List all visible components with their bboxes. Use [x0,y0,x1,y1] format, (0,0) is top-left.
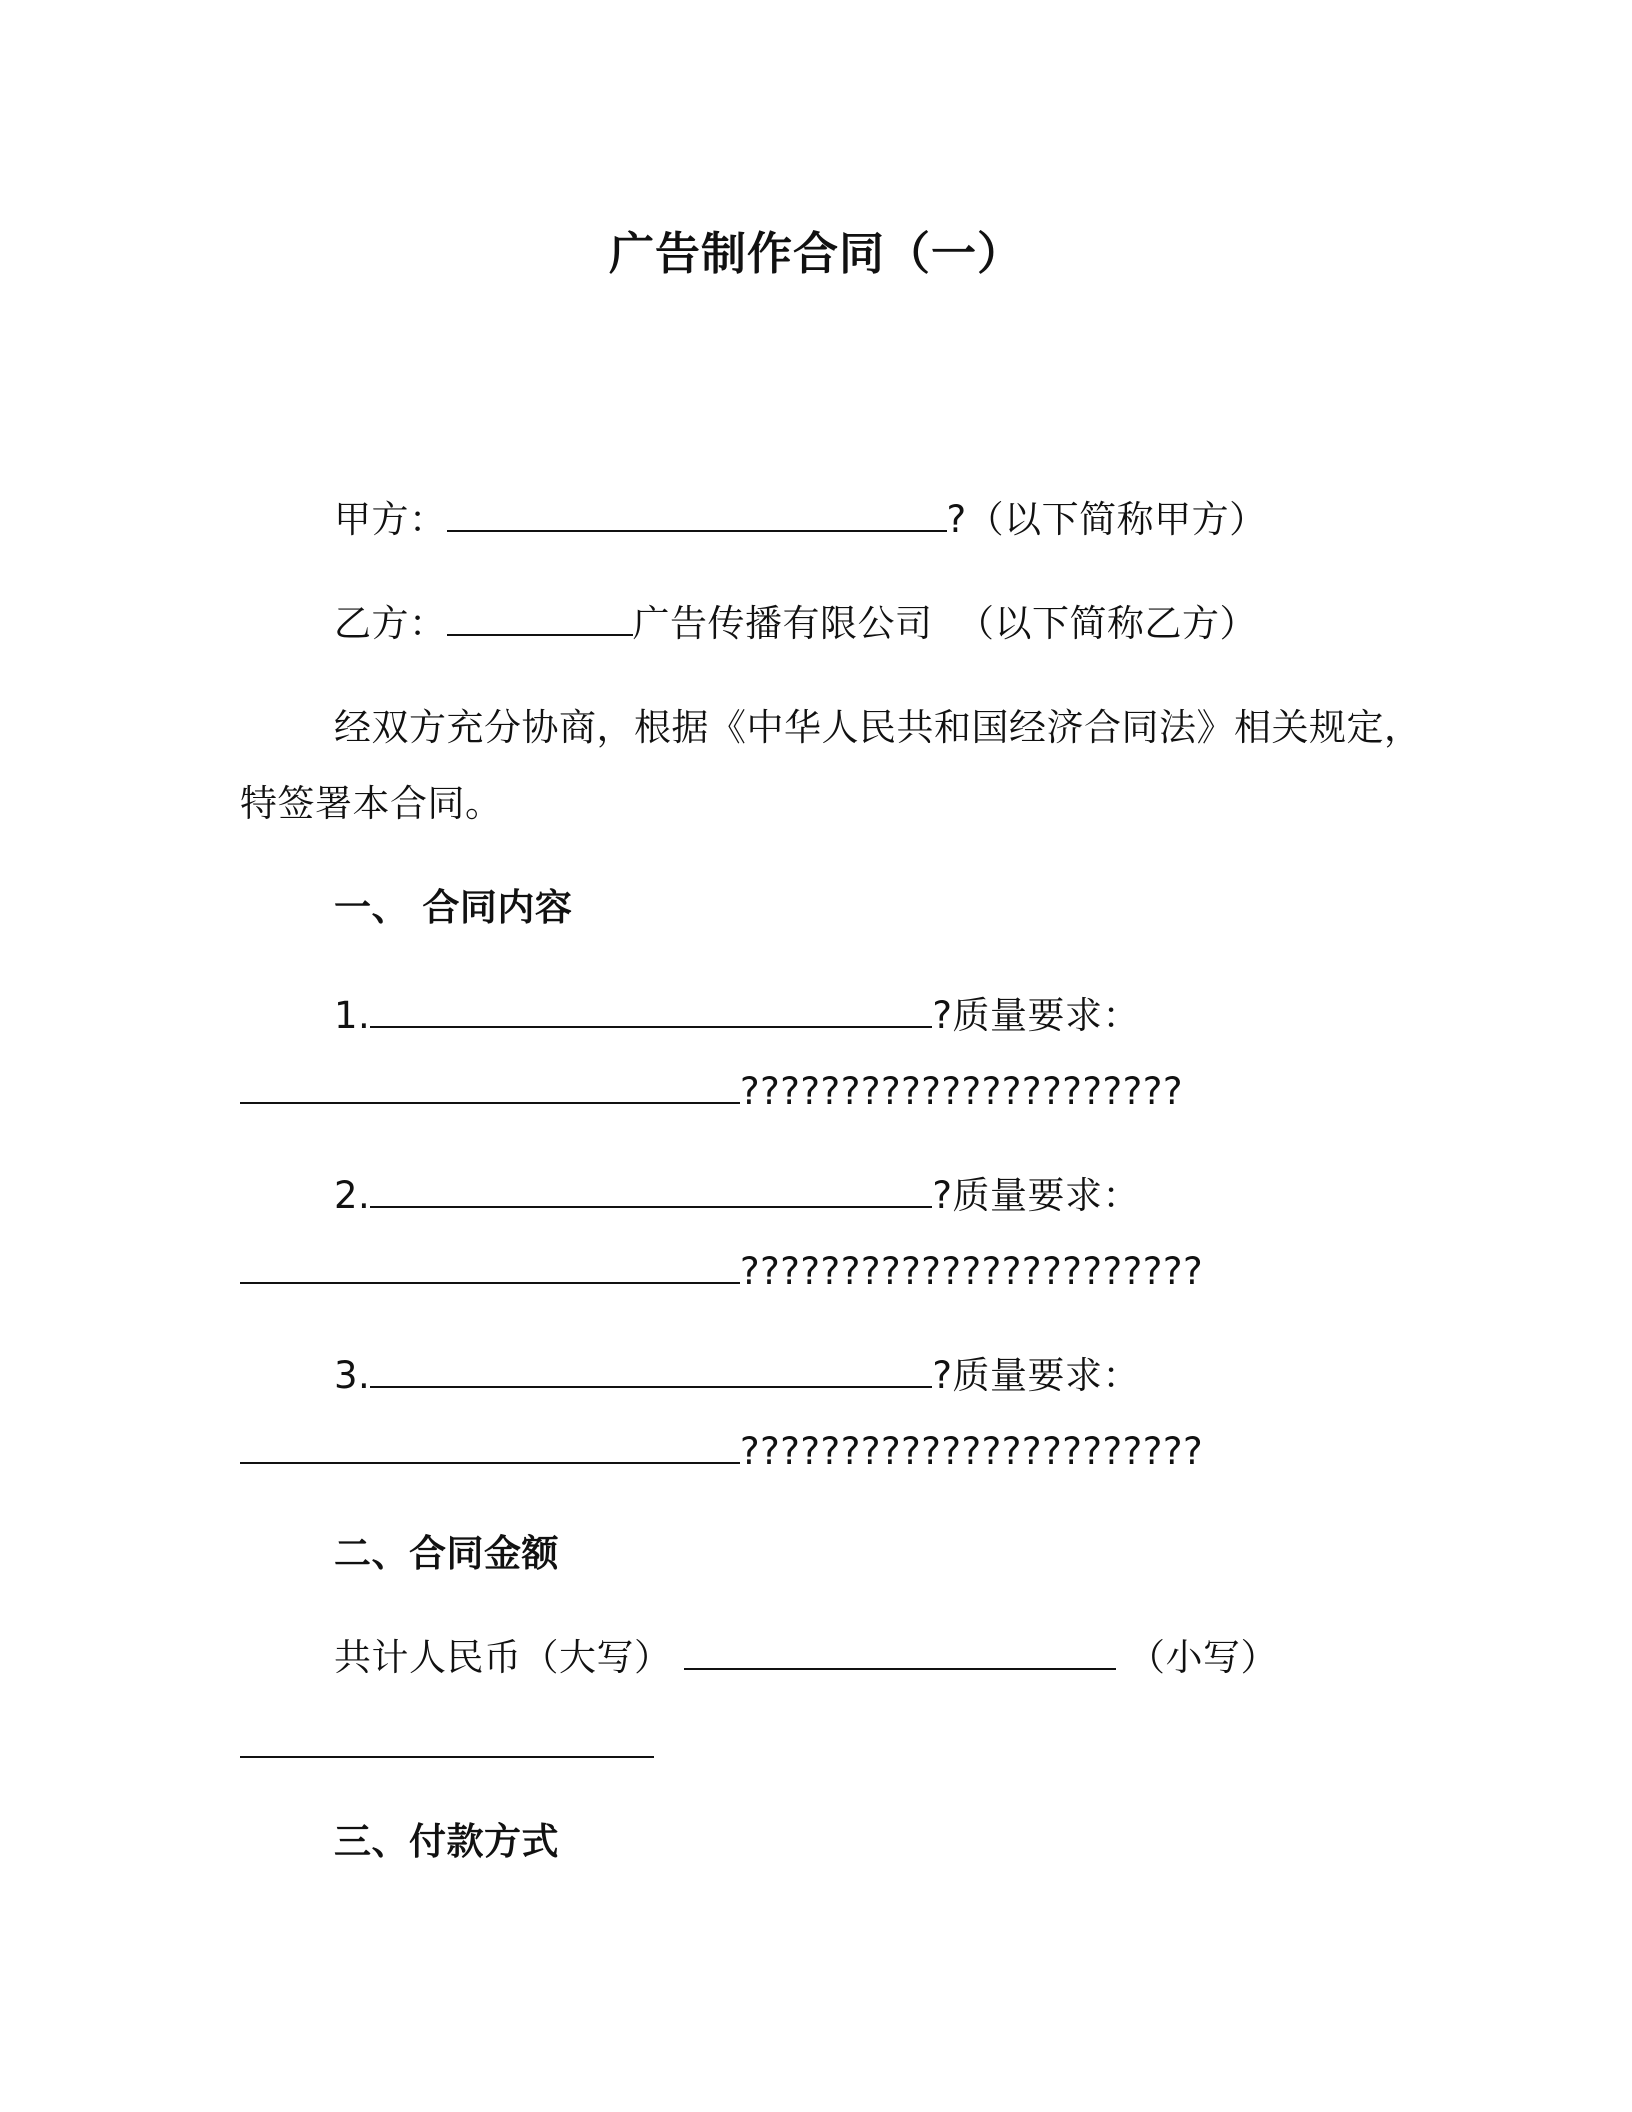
item-2-blank [370,1172,932,1208]
party-b-company: 广告传播有限公司 [632,602,933,645]
amount-small-blank [240,1722,654,1758]
item-2-quality-blank [240,1248,740,1284]
item-1-trailing: ?????????????????????? [740,1070,1184,1113]
item-1-quality-label: ?质量要求： [932,994,1140,1037]
party-a-blank [447,496,947,532]
amount-line [334,1634,1278,1682]
item-1-line [334,992,1140,1040]
party-b-suffix: （以下简称乙方） [957,602,1258,645]
item-2-quality-line [240,1248,1203,1296]
section-3-heading: 三、付款方式 [334,1820,559,1863]
party-a-line [334,496,1267,544]
document-title: 广告制作合同（一） [608,227,1023,280]
item-2-quality-label: ?质量要求： [932,1174,1140,1217]
item-1-quality-blank [240,1068,740,1104]
item-3-quality-blank [240,1428,740,1464]
item-3-quality-label: ?质量要求： [932,1354,1140,1397]
intro-line-1: 经双方充分协商，根据《中华人民共和国经济合同法》相关规定， [334,706,1422,749]
party-a-label: 甲方： [334,498,447,541]
item-1-blank [370,992,932,1028]
section-2-heading: 二、合同金额 [334,1532,559,1575]
item-1-number: 1. [334,994,371,1037]
item-2-trailing: ??????????????????????? [740,1250,1204,1293]
item-3-trailing: ??????????????????????? [740,1430,1204,1473]
party-b-label: 乙方： [334,602,447,645]
item-1-quality-line [240,1068,1183,1116]
item-3-quality-line [240,1428,1203,1476]
item-3-blank [370,1352,932,1388]
amount-small-line [240,1722,654,1770]
party-b-blank [447,600,633,636]
amount-prefix: 共计人民币（大写） [334,1636,672,1679]
intro-line-2: 特签署本合同。 [240,782,503,825]
item-2-line [334,1172,1140,1220]
amount-small-label: （小写） [1128,1636,1279,1679]
item-2-number: 2. [334,1174,371,1217]
item-3-number: 3. [334,1354,371,1397]
party-a-suffix: ?（以下简称甲方） [946,498,1267,541]
party-b-line [334,600,1257,648]
section-1-heading: 一、 合同内容 [334,886,573,929]
amount-big-blank [684,1634,1116,1670]
item-3-line [334,1352,1140,1400]
